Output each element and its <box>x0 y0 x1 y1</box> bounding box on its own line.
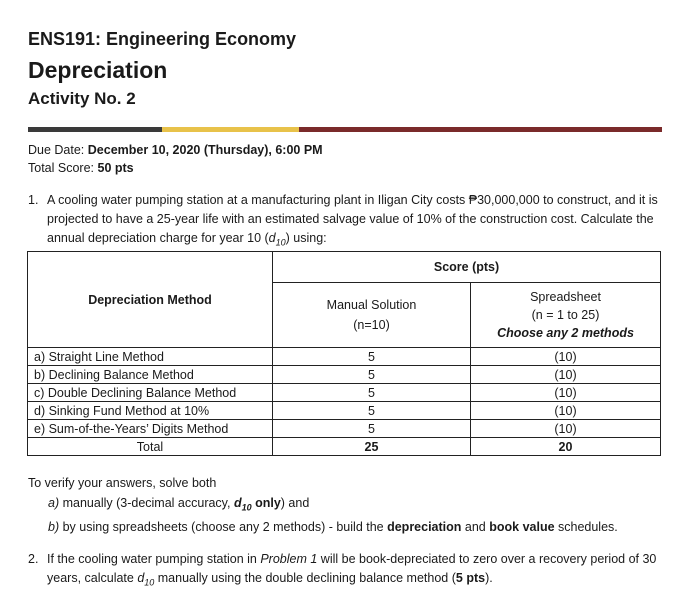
color-divider <box>28 127 662 132</box>
total-label: Total <box>28 438 273 456</box>
spreadsheet-cell: (10) <box>471 420 661 438</box>
verify-instructions <box>28 474 618 537</box>
manual-n: (n=10) <box>353 318 390 332</box>
problem-2-d-sub: 10 <box>144 577 155 588</box>
total-spreadsheet: 20 <box>471 438 661 456</box>
verify-b-and: and <box>461 519 490 534</box>
d-subscript: 10 <box>275 237 286 248</box>
manual-header <box>273 283 471 348</box>
spreadsheet-cell: (10) <box>471 348 661 366</box>
table-row <box>28 402 661 420</box>
problem-1-number: 1. <box>28 193 39 207</box>
manual-cell: 5 <box>273 420 471 438</box>
course-title: ENS191: Engineering Economy <box>28 29 297 49</box>
total-manual: 25 <box>273 438 471 456</box>
manual-cell: 5 <box>273 366 471 384</box>
verify-intro: To verify your answers, solve both <box>28 476 217 490</box>
problem-2-text-2: will be book-depreciated to zero over a recovery period of 30 years, calculate <box>47 552 657 585</box>
method-cell: b) Declining Balance Method <box>28 366 273 384</box>
verify-a <box>28 494 618 518</box>
problem-2-text: If the cooling water pumping station in <box>47 552 261 566</box>
divider-gold <box>162 127 299 132</box>
score-label: Total Score: <box>28 161 95 175</box>
spreadsheet-cell: (10) <box>471 402 661 420</box>
method-header: Depreciation Method <box>28 252 273 348</box>
problem-2-text-end: ). <box>485 571 493 585</box>
problem-2 <box>28 550 681 593</box>
divider-maroon <box>299 127 662 132</box>
spreadsheet-cell: (10) <box>471 366 661 384</box>
spreadsheet-n: (n = 1 to 25) <box>531 308 600 322</box>
due-info <box>28 141 662 177</box>
method-cell: a) Straight Line Method <box>28 348 273 366</box>
d-symbol: d <box>268 231 276 245</box>
verify-b <box>28 518 618 538</box>
page-title: Depreciation <box>28 57 168 83</box>
verify-b-text: by using spreadsheets (choose any 2 methods) - build the <box>59 519 388 534</box>
problem-2-points: 5 pts <box>455 571 486 585</box>
verify-b-prefix: b) <box>48 519 60 534</box>
method-cell: e) Sum-of-the-Years’ Digits Method <box>28 420 273 438</box>
verify-b-end: schedules. <box>554 519 618 534</box>
manual-cell: 5 <box>273 402 471 420</box>
total-row <box>28 438 661 456</box>
table-row <box>28 348 661 366</box>
due-value: December 10, 2020 (Thursday), 6:00 PM <box>87 143 323 157</box>
verify-a-d: d <box>233 495 242 510</box>
score-table <box>27 251 661 456</box>
manual-header-label: Manual Solution <box>326 298 417 312</box>
manual-cell: 5 <box>273 384 471 402</box>
spreadsheet-header-label: Spreadsheet <box>530 290 601 304</box>
verify-a-end: ) and <box>280 495 310 510</box>
verify-b-book-value: book value <box>489 519 555 534</box>
spreadsheet-note: Choose any 2 methods <box>497 326 634 340</box>
verify-b-depreciation: depreciation <box>387 519 462 534</box>
verify-a-text: manually (3-decimal accuracy, <box>59 495 234 510</box>
problem-2-number: 2. <box>28 552 39 566</box>
score-header: Score (pts) <box>273 252 661 283</box>
problem-2-ref: Problem 1 <box>260 552 318 566</box>
manual-cell: 5 <box>273 348 471 366</box>
problem-1-text: A cooling water pumping station at a manufacturing plant in Iligan City costs ₱30,000,000 to construct, and it is projected to have a 25-year life with an estimated salvage value of 10% of the construction cost. Calculate the annual depreciation charge for year 10 ( <box>47 193 658 245</box>
problem-1-text-end: ) using: <box>285 231 327 245</box>
verify-a-sub: 10 <box>241 502 252 512</box>
problem-2-text-3: manually using the double declining balance method ( <box>154 571 456 585</box>
table-row <box>28 420 661 438</box>
spreadsheet-cell: (10) <box>471 384 661 402</box>
problem-2-d: d <box>137 571 145 585</box>
verify-a-only: only <box>251 495 281 510</box>
table-row <box>28 384 661 402</box>
verify-a-prefix: a) <box>48 495 60 510</box>
due-label: Due Date: <box>28 143 85 157</box>
score-value: 50 pts <box>97 161 134 175</box>
problem-1 <box>28 191 662 253</box>
method-cell: c) Double Declining Balance Method <box>28 384 273 402</box>
table-row <box>28 366 661 384</box>
divider-dark <box>28 127 162 132</box>
method-cell: d) Sinking Fund Method at 10% <box>28 402 273 420</box>
activity-label: Activity No. 2 <box>28 89 136 108</box>
document-page <box>28 28 662 253</box>
spreadsheet-header <box>471 283 661 348</box>
